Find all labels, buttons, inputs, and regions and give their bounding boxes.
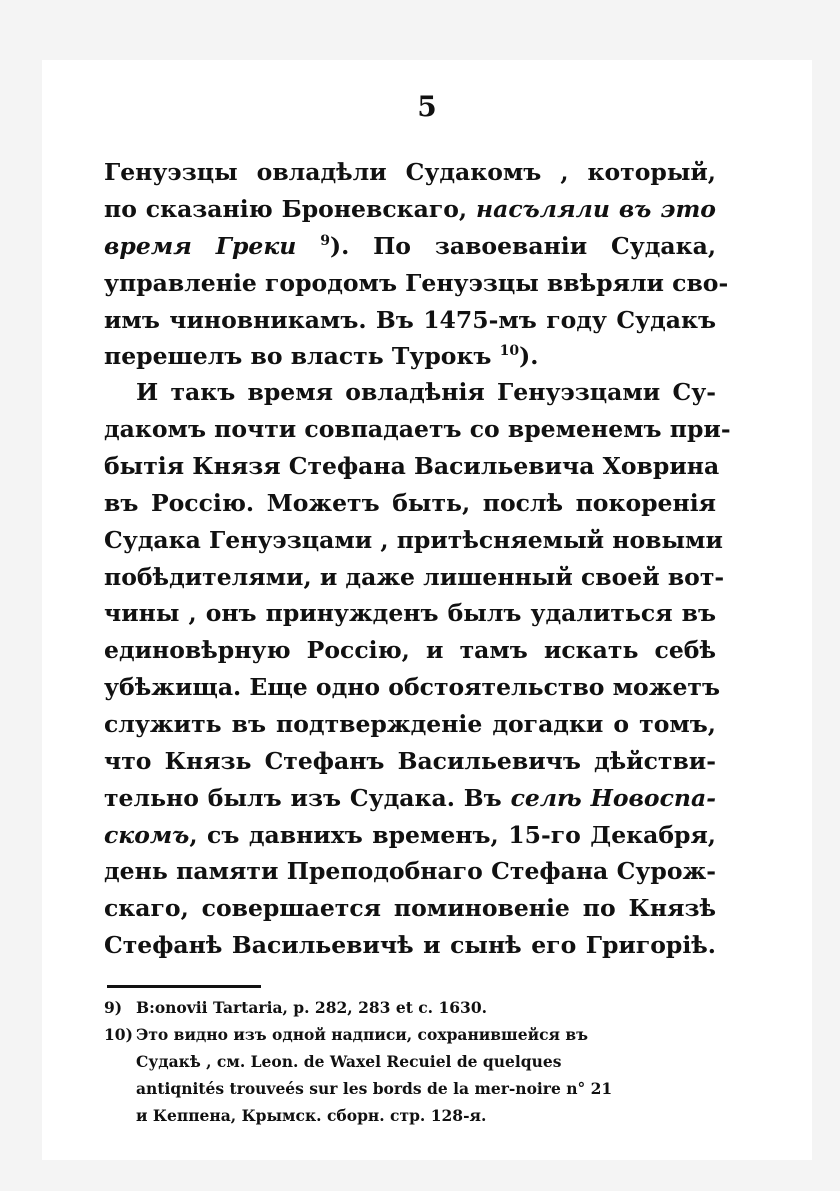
text-line: [104, 451, 720, 481]
footnote-number: 9): [104, 998, 123, 1017]
footnote-text: antiqnités trouveés sur les bords de la mer-noire n° 21: [136, 1079, 613, 1098]
footnote-text: Это видно изъ одной надписи, сохранившейся въ: [136, 1025, 589, 1044]
footnote-ref: 9: [320, 233, 330, 250]
footnote-number: 10): [104, 1025, 133, 1044]
text-segment: скаго, совершается поминовеніе по Князѣ: [104, 894, 716, 922]
text-line: [104, 231, 716, 261]
italic-place-name: скомъ: [104, 821, 190, 849]
text-line: [104, 414, 731, 444]
footnote-text: и Кеппена, Крымск. сборн. стр. 128-я.: [136, 1106, 487, 1125]
text-segment: въ Россію. Можетъ быть, послѣ покоренія: [104, 489, 716, 517]
text-segment: И такъ время овладѣнія Генуэзцами Су-: [136, 378, 716, 406]
footnote-ref: 10: [499, 343, 520, 360]
text-segment: служить въ подтвержденіе догадки о томъ,: [104, 710, 716, 738]
text-line: [104, 820, 716, 850]
text-line: [104, 930, 716, 960]
text-segment: ). По завоеваніи Судака,: [329, 232, 717, 260]
text-line: [104, 341, 716, 371]
text-segment: , съ давнихъ временъ, 15-го Декабря,: [189, 821, 716, 849]
text-segment: Стефанѣ Васильевичѣ и сынѣ его Григоріѣ.: [104, 931, 716, 959]
text-segment: день памяти Преподобнаго Стефана Сурож-: [104, 857, 716, 885]
text-line: [104, 305, 716, 335]
text-segment: имъ чиновникамъ. Въ 1475-мъ году Судакъ: [104, 306, 716, 334]
text-line: [104, 562, 725, 592]
text-segment: побѣдителями, и даже лишенный своей вот-: [104, 563, 725, 591]
italic-quote: время Греки: [104, 232, 297, 260]
text-segment: чины , онъ принужденъ былъ удалиться въ: [104, 599, 716, 627]
footnote-text: Судакѣ , см. Leon. de Waxel Recuiel de quelques: [136, 1052, 562, 1071]
footnote-line: [136, 1076, 612, 1102]
text-segment: перешелъ во власть Турокъ: [104, 342, 500, 370]
text-line: [104, 525, 723, 555]
page-number: 5: [417, 90, 437, 123]
italic-quote: насъляли въ это: [476, 195, 716, 223]
text-segment: что Князь Стефанъ Васильевичъ дѣйстви-: [104, 747, 716, 775]
text-line: [104, 194, 716, 224]
text-segment: управленіе городомъ Генуэзцы ввѣряли сво-: [104, 269, 729, 297]
text-line: [104, 157, 716, 187]
text-segment: тельно былъ изъ Судака. Въ: [104, 784, 511, 812]
text-segment: Судака Генуэзцами , притѣсняемый новыми: [104, 526, 723, 554]
text-line: [104, 635, 716, 665]
text-line: [104, 709, 716, 739]
text-segment: Генуэзцы овладѣли Судакомъ , который,: [104, 158, 716, 186]
text-line: [104, 598, 716, 628]
text-line: [104, 746, 716, 776]
footnote-line: [136, 1049, 562, 1075]
text-line: [104, 856, 716, 886]
footnote-text: B:onovii Tartaria, p. 282, 283 et c. 1630.: [136, 998, 488, 1017]
footnote-divider: [107, 985, 261, 988]
text-line: [104, 488, 716, 518]
text-segment: дакомъ почти совпадаетъ со временемъ при-: [104, 415, 731, 443]
footnote-line: [104, 1022, 588, 1048]
text-line: [104, 893, 716, 923]
text-line: [104, 672, 720, 702]
italic-place-name: селѣ Новоспа-: [510, 784, 716, 812]
text-line: [104, 268, 729, 298]
footnote-line: [104, 995, 487, 1021]
text-segment: бытія Князя Стефана Васильевича Ховрина: [104, 452, 720, 480]
text-line: [104, 783, 716, 813]
text-segment: ).: [519, 342, 539, 370]
footnote-line: [136, 1103, 486, 1129]
text-segment: единовѣрную Россію, и тамъ искать себѣ: [104, 636, 716, 664]
text-segment: по сказанію Броневскаго,: [104, 195, 476, 223]
text-line: [104, 377, 716, 407]
text-segment: убѣжища. Еще одно обстоятельство можетъ: [104, 673, 720, 701]
